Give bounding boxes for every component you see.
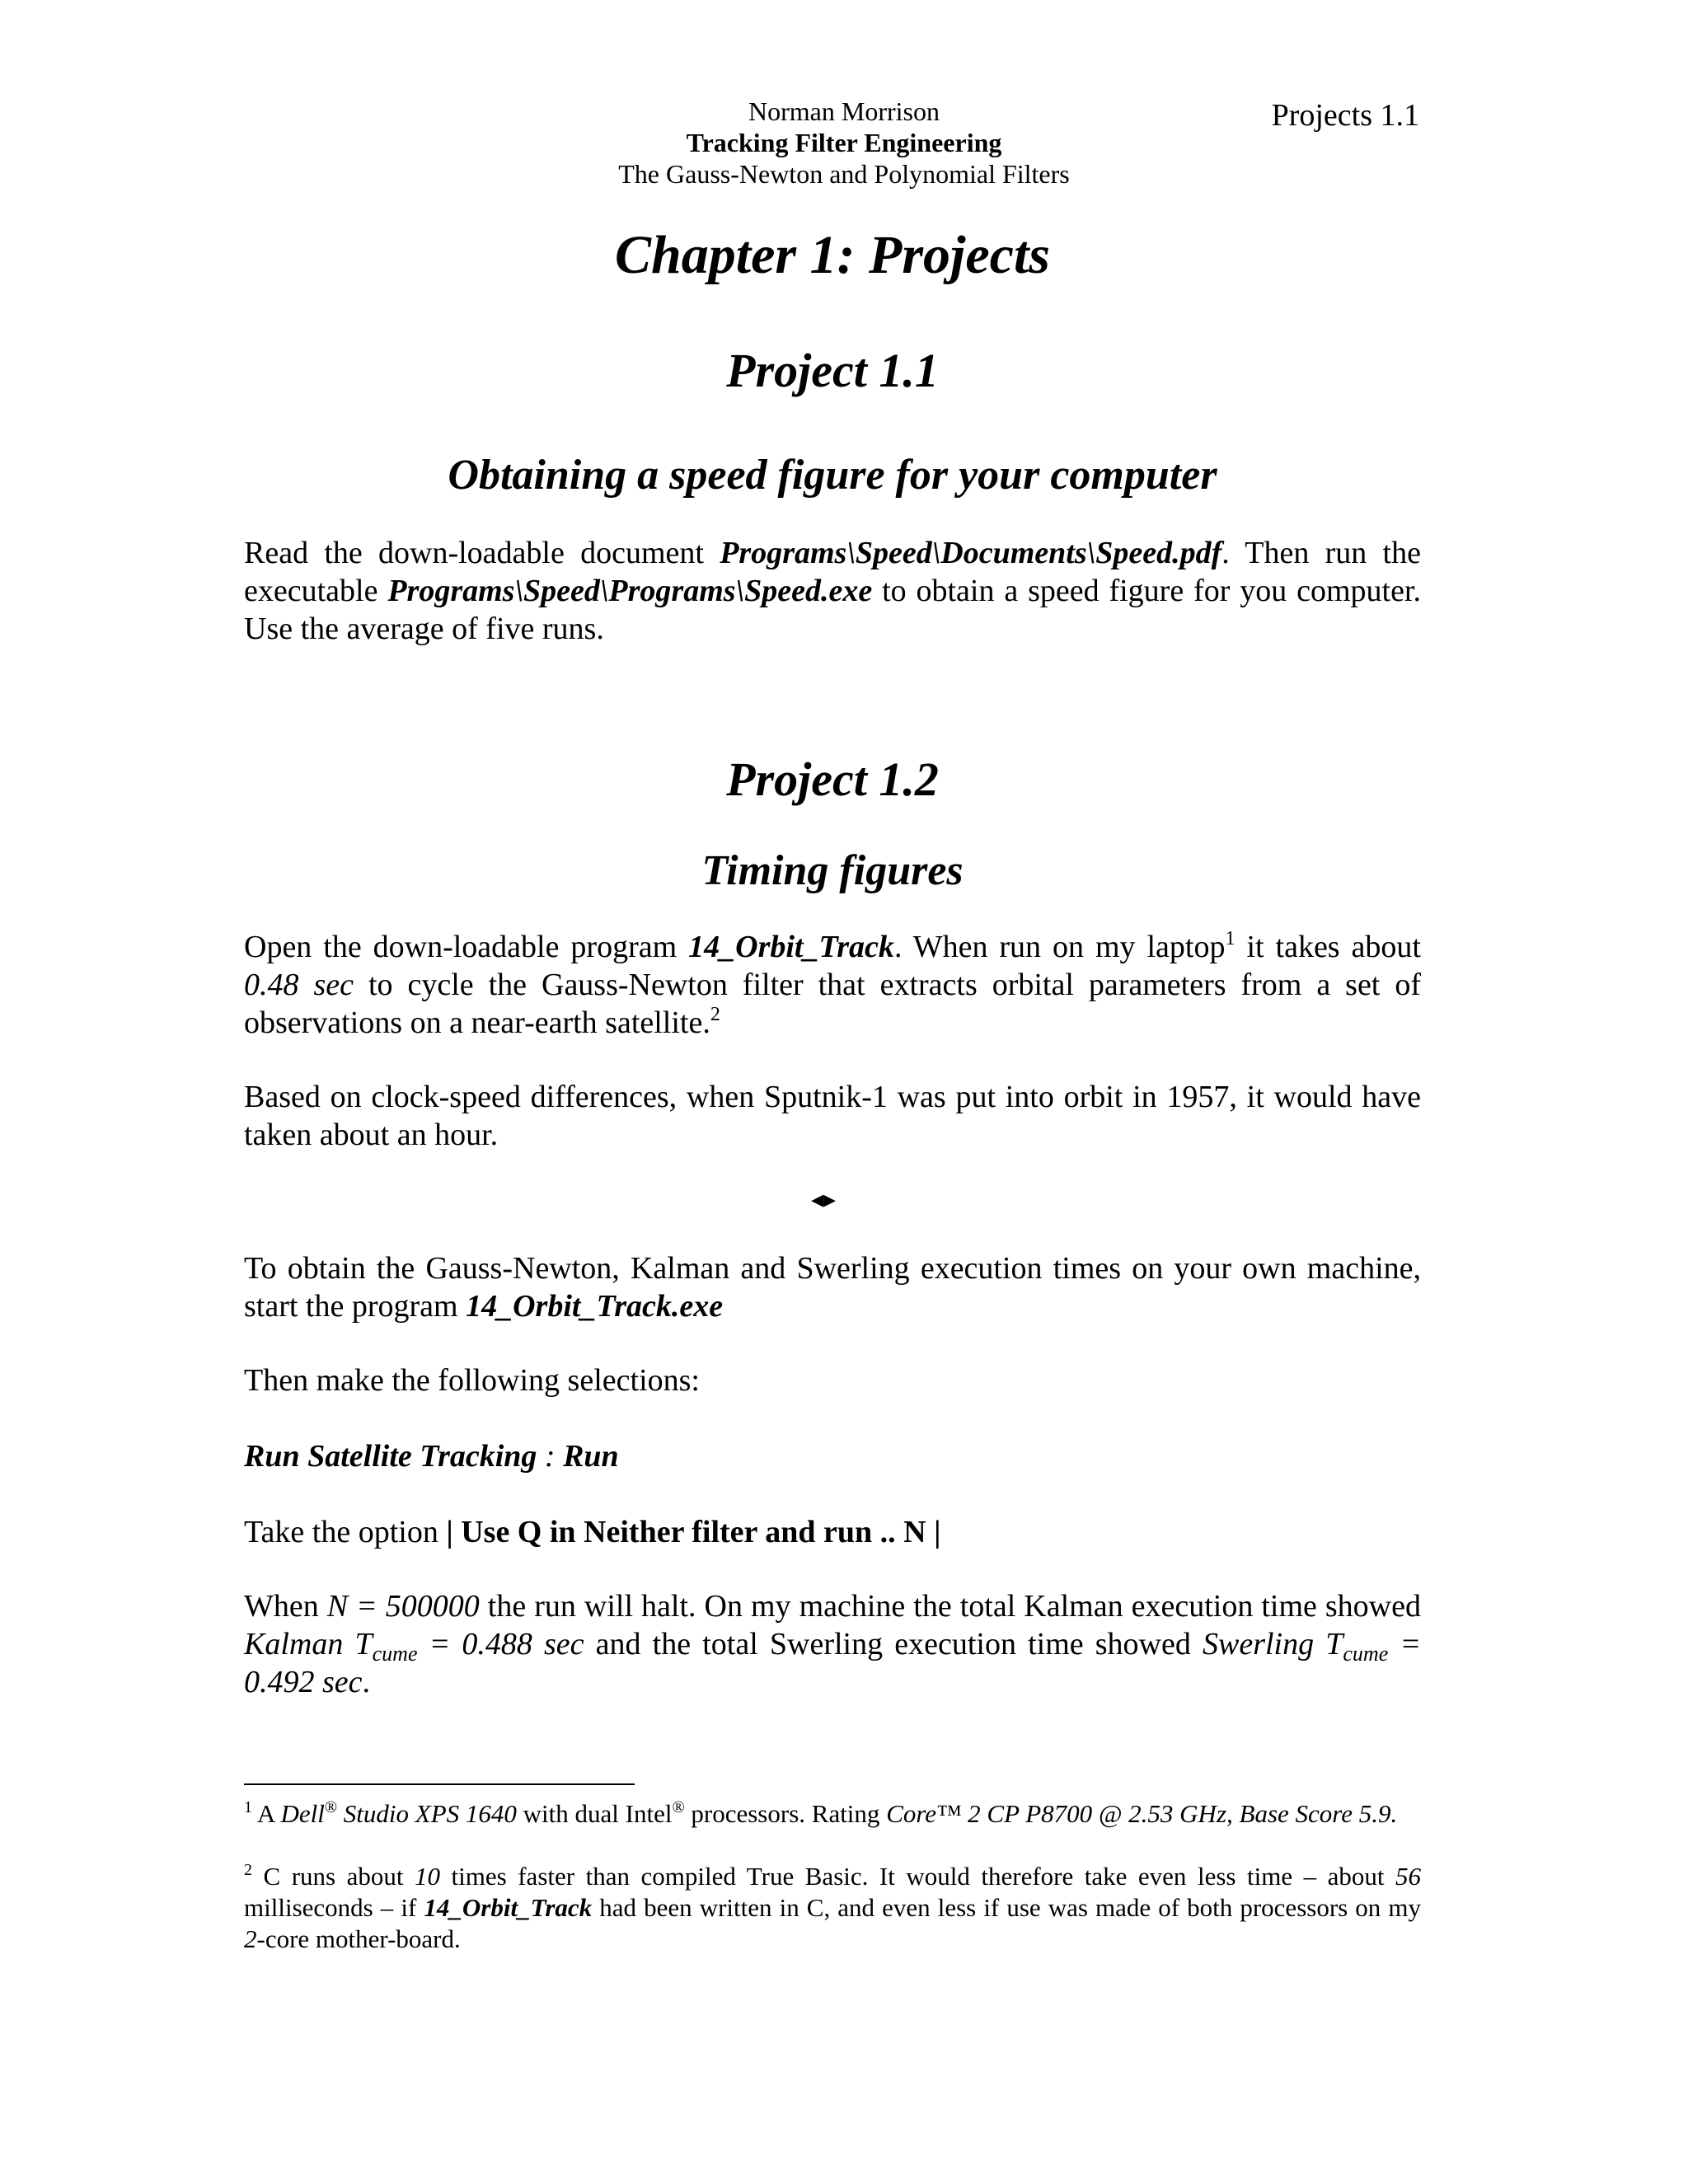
text-run: When	[244, 1589, 327, 1624]
text-run: to cycle the Gauss-Newton filter that extracts orbital parameters from a set of observations on a near-earth satellite.	[244, 968, 1421, 1040]
text-run: it takes about	[1235, 930, 1421, 964]
header-page-label: Projects 1.1	[1271, 98, 1419, 133]
text-run: -core mother-board.	[256, 1924, 461, 1953]
project-2-title: Project 1.2	[726, 752, 939, 806]
registered-mark: ®	[324, 1798, 338, 1816]
text-run: the run will halt. On my machine the total Kalman execution time showed	[479, 1589, 1421, 1624]
n-expression: N = 500000	[326, 1589, 480, 1624]
text-run: To obtain the Gauss-Newton, Kalman and Swerling execution times on your own machine, start the program	[244, 1251, 1421, 1324]
footnote-1	[244, 1798, 1421, 1830]
footnote-2	[244, 1861, 1421, 1955]
text-run: C runs about	[252, 1862, 415, 1891]
project-2-subtitle: Timing figures	[701, 847, 964, 894]
project-1-subtitle: Obtaining a speed figure for your computer	[448, 452, 1217, 499]
document-path: Programs\Speed\Documents\Speed.pdf	[720, 536, 1222, 570]
text-run: 56	[1395, 1862, 1422, 1891]
footnote-number: 2	[244, 1861, 252, 1879]
kalman-subscript: cume	[372, 1642, 418, 1666]
menu-selection	[244, 1437, 1421, 1475]
text-run: Studio XPS 1640	[337, 1799, 517, 1828]
swerling-value: = 0.492 sec	[244, 1627, 1422, 1699]
running-header	[412, 96, 1276, 190]
text-run: Dell	[280, 1799, 325, 1828]
text-run: 2	[244, 1924, 257, 1953]
registered-mark: ®	[672, 1798, 685, 1816]
header-author: Norman Morrison	[748, 96, 940, 126]
footnote-ref-2: 2	[710, 1004, 720, 1025]
section-ornament: ◂▸	[811, 1186, 837, 1213]
executable-name: 14_Orbit_Track.exe	[466, 1289, 724, 1324]
project-2-paragraph-3	[244, 1249, 1421, 1325]
footnote-rule	[244, 1783, 635, 1785]
footnote-ref-1: 1	[1225, 928, 1236, 949]
text-run: Take the option	[244, 1515, 447, 1549]
project-1-title: Project 1.1	[726, 344, 939, 397]
menu-item-run: Run	[563, 1439, 619, 1474]
time-value: 0.48 sec	[244, 968, 354, 1002]
text-run: 10	[415, 1862, 441, 1891]
menu-item-run-satellite-tracking: Run Satellite Tracking	[244, 1439, 537, 1474]
text-run: Open the down-loadable program	[244, 930, 689, 964]
text-run: A	[252, 1799, 281, 1828]
project-2-paragraph-results	[244, 1587, 1421, 1701]
text-run: .	[362, 1665, 371, 1699]
footnote-number: 1	[244, 1798, 252, 1816]
project-1-paragraph	[244, 534, 1421, 648]
swerling-label: Swerling T	[1202, 1627, 1343, 1661]
header-book-subtitle: The Gauss-Newton and Polynomial Filters	[618, 159, 1070, 189]
text-run: had been written in C, and even less if use was made of both processors on my	[592, 1893, 1421, 1922]
project-2-paragraph-4: Then make the following selections:	[244, 1363, 700, 1398]
text-run: to obtain a speed figure for you computer. Use the average of five runs.	[244, 574, 1421, 646]
chapter-title: Chapter 1: Projects	[615, 225, 1050, 285]
swerling-subscript: cume	[1343, 1642, 1389, 1666]
program-name: 14_Orbit_Track	[688, 930, 894, 964]
text-run: times faster than compiled True Basic. It would therefore take even less time – about	[440, 1862, 1396, 1891]
project-2-paragraph-1	[244, 928, 1421, 1042]
executable-path: Programs\Speed\Programs\Speed.exe	[387, 574, 873, 608]
program-name: 14_Orbit_Track	[424, 1893, 593, 1922]
kalman-label: Kalman T	[244, 1627, 373, 1661]
text-run: Core™ 2 CP P8700 @ 2.53 GHz, Base Score 5.9.	[886, 1799, 1398, 1828]
text-run: Read the down-loadable document	[244, 536, 720, 570]
option-paragraph	[244, 1513, 1421, 1551]
text-run: and the total Swerling execution time showed	[584, 1627, 1203, 1661]
project-2-paragraph-2: Based on clock-speed differences, when Sputnik-1 was put into orbit in 1957, it would have taken about an hour.	[244, 1080, 1421, 1152]
text-run: . When run on my laptop	[893, 930, 1226, 964]
text-run: milliseconds – if	[244, 1893, 424, 1922]
option-label: | Use Q in Neither filter and run .. N |	[446, 1515, 941, 1549]
text-run: . Then run the executable	[244, 536, 1421, 608]
text-run: processors. Rating	[684, 1799, 887, 1828]
header-book-title: Tracking Filter Engineering	[686, 128, 1002, 157]
menu-separator: :	[537, 1439, 564, 1474]
text-run: with dual Intel	[516, 1799, 673, 1828]
kalman-value: = 0.488 sec	[417, 1627, 584, 1661]
